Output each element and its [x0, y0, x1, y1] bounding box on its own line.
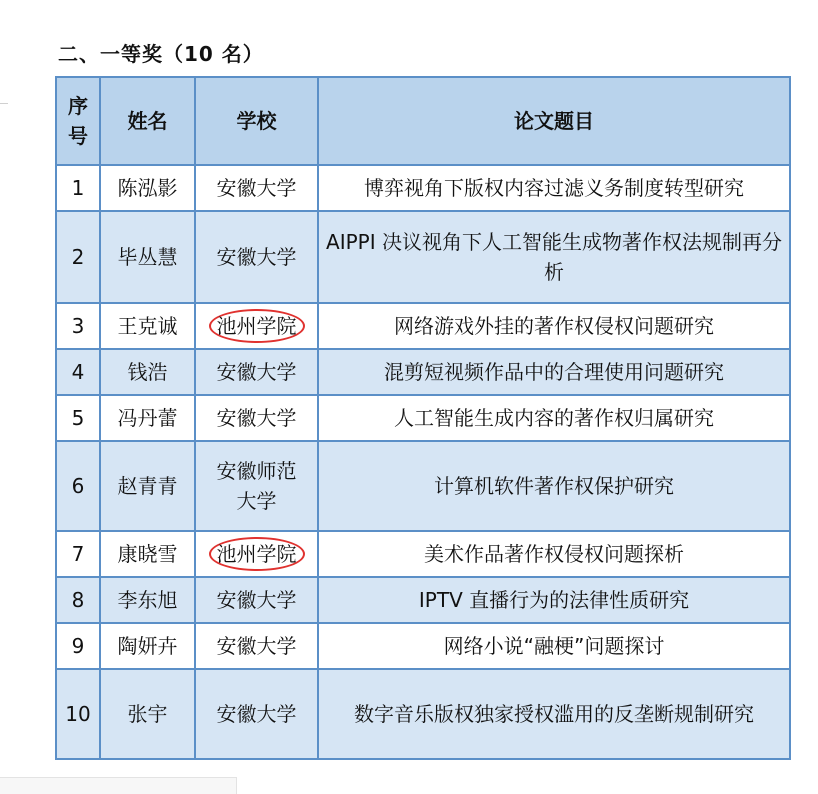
cell-name: 陈泓影 [100, 165, 195, 211]
table-row [56, 395, 790, 441]
cell-name: 李东旭 [100, 577, 195, 623]
cell-school [195, 531, 318, 577]
cell-seq: 2 [56, 211, 100, 303]
cell-seq: 9 [56, 623, 100, 669]
header-school: 学校 [195, 77, 318, 165]
cell-name: 康晓雪 [100, 531, 195, 577]
cell-name: 陶妍卉 [100, 623, 195, 669]
cell-seq: 6 [56, 441, 100, 531]
cell-seq: 1 [56, 165, 100, 211]
header-seq-line1: 序 [68, 94, 88, 118]
cell-name: 冯丹蕾 [100, 395, 195, 441]
cell-name: 赵青青 [100, 441, 195, 531]
table-row [56, 211, 790, 303]
header-seq [56, 77, 100, 165]
cell-seq: 5 [56, 395, 100, 441]
table-row [56, 577, 790, 623]
table-row [56, 669, 790, 759]
table-row [56, 349, 790, 395]
header-topic: 论文题目 [318, 77, 790, 165]
cell-topic: IPTV 直播行为的法律性质研究 [318, 577, 790, 623]
cell-topic: 美术作品著作权侵权问题探析 [318, 531, 790, 577]
cell-name: 钱浩 [100, 349, 195, 395]
cell-school: 安徽大学 [195, 623, 318, 669]
table-row [56, 531, 790, 577]
cell-topic: 计算机软件著作权保护研究 [318, 441, 790, 531]
cell-seq: 10 [56, 669, 100, 759]
cell-name: 王克诚 [100, 303, 195, 349]
table-row [56, 441, 790, 531]
cell-school [195, 303, 318, 349]
cell-school: 安徽大学 [195, 577, 318, 623]
cell-school: 安徽师范大学 [195, 441, 318, 531]
table-row [56, 623, 790, 669]
header-seq-line2: 号 [68, 124, 88, 148]
cell-name: 毕丛慧 [100, 211, 195, 303]
highlight-circle: 池州学院 [209, 309, 305, 343]
highlight-circle: 池州学院 [209, 537, 305, 571]
cell-school: 安徽大学 [195, 349, 318, 395]
award-table [55, 76, 791, 760]
cell-topic: 博弈视角下版权内容过滤义务制度转型研究 [318, 165, 790, 211]
cell-topic: 混剪短视频作品中的合理使用问题研究 [318, 349, 790, 395]
cell-seq: 3 [56, 303, 100, 349]
header-name: 姓名 [100, 77, 195, 165]
cell-topic: 人工智能生成内容的著作权归属研究 [318, 395, 790, 441]
cell-school: 安徽大学 [195, 211, 318, 303]
cell-school: 安徽大学 [195, 669, 318, 759]
table-row [56, 303, 790, 349]
margin-mark [0, 103, 8, 104]
cell-topic: AIPPI 决议视角下人工智能生成物著作权法规制再分析 [318, 211, 790, 303]
cell-seq: 7 [56, 531, 100, 577]
cell-seq: 4 [56, 349, 100, 395]
cell-topic: 网络小说“融梗”问题探讨 [318, 623, 790, 669]
table-row [56, 165, 790, 211]
cell-topic: 网络游戏外挂的著作权侵权问题研究 [318, 303, 790, 349]
cell-school: 安徽大学 [195, 395, 318, 441]
cell-name: 张宇 [100, 669, 195, 759]
cell-topic: 数字音乐版权独家授权滥用的反垄断规制研究 [318, 669, 790, 759]
table-header-row [56, 77, 790, 165]
cell-seq: 8 [56, 577, 100, 623]
cell-school: 安徽大学 [195, 165, 318, 211]
section-title: 二、一等奖（10 名） [58, 42, 264, 66]
bottom-overlay-bar [0, 777, 237, 794]
